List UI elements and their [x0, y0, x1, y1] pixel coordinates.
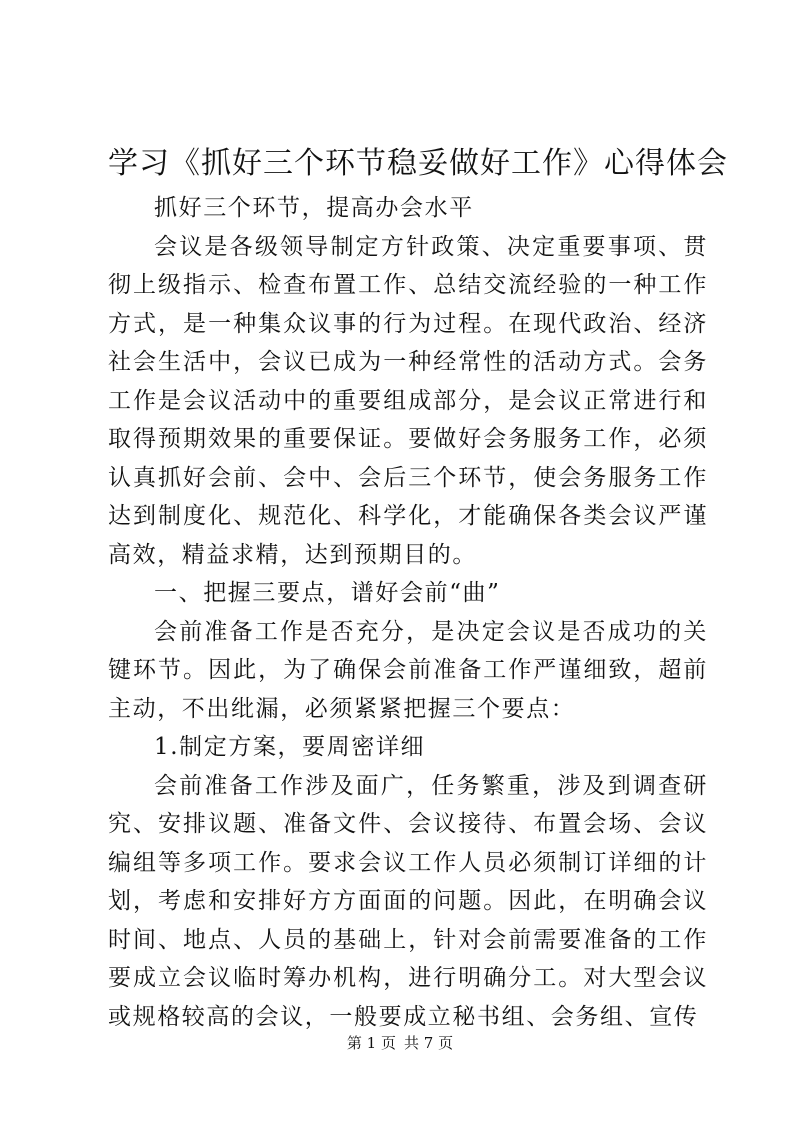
document-body — [108, 189, 708, 1036]
page-number: 第 1 页 — [346, 1034, 396, 1052]
page-footer — [0, 1033, 800, 1053]
document-title: 学习《抓好三个环节稳妥做好工作》心得体会 — [108, 146, 728, 181]
page-total: 共 7 页 — [404, 1034, 454, 1052]
subsection-heading: 1.制定方案，要周密详细 — [154, 734, 426, 760]
body-paragraph: 会议是各级领导制定方针政策、决定重要事项、贯彻上级指示、检查布置工作、总结交流经验的一种工作方式，是一种集众议事的行为过程。在现代政治、经济社会生活中，会议已成为一种经常性的活动方式。会务工作是会议活动中的重要组成部分，是会议正常进行和取得预期效果的重要保证。要做好会务服务工作，必须认真抓好会前、会中、会后三个环节，使会务服务工作达到制度化、规范化、科学化，才能确保各类会议严谨高效，精益求精，达到预期目的。 — [108, 233, 708, 568]
section-heading: 抓好三个环节，提高办会水平 — [154, 195, 474, 221]
body-paragraph: 会前准备工作涉及面广，任务繁重，涉及到调查研究、安排议题、准备文件、会议接待、布置会场、会议编组等多项工作。要求会议工作人员必须制订详细的计划，考虑和安排好方方面面的问题。因此，在明确会议时间、地点、人员的基础上，针对会前需要准备的工作要成立会议临时筹办机构，进行明确分工。对大型会议或规格较高的会议，一般要成立秘书组、会务组、宣传 — [108, 772, 708, 1030]
section-heading: 一、把握三要点，谱好会前“曲” — [154, 580, 501, 606]
body-paragraph: 会前准备工作是否充分，是决定会议是否成功的关键环节。因此，为了确保会前准备工作严谨细致，超前主动，不出纰漏，必须紧紧把握三个要点： — [108, 618, 708, 722]
